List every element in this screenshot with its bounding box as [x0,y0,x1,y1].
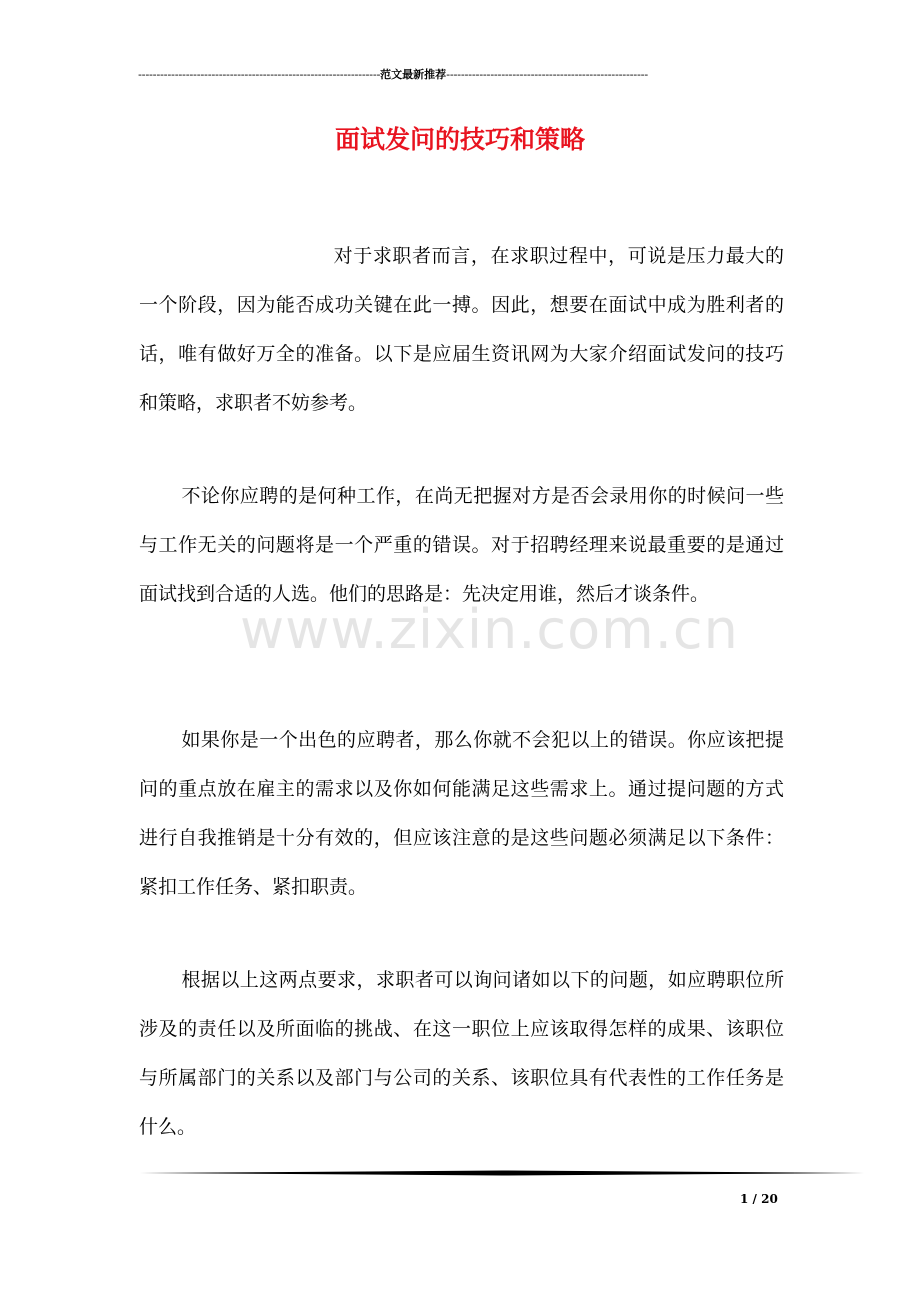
page-number: 1 / 20 [740,1192,778,1206]
paragraph-1 [139,232,784,428]
footer-rule [140,1170,864,1176]
page-header [138,68,768,82]
watermark: www.zixin.com.cn [240,598,739,661]
paragraph-2 [139,472,784,619]
paragraph-4 [139,956,784,1152]
header-dashes-right: ------------------------------------------------------- [446,68,648,81]
document-title: 面试发问的技巧和策略 [334,125,585,154]
paragraph-2-text: 不论你应聘的是何种工作，在尚无把握对方是否会录用你的时候问一些与工作无关的问题将是一个严重的错误。对于招聘经理来说最重要的是通过面试找到合适的人选。他们的思路是：先决定用谁，然后才谈条件。 [139,485,784,605]
paragraph-4-text: 根据以上这两点要求，求职者可以询问诸如以下的问题，如应聘职位所涉及的责任以及所面临的挑战、在这一职位上应该取得怎样的成果、该职位与所属部门的关系以及部门与公司的关系、该职位具有代表性的工作任务是什么。 [139,969,784,1138]
header-dashes-left: ------------------------------------------------------------------ [138,68,381,81]
header-label: 范文最新推荐 [380,68,447,81]
paragraph-3-text: 如果你是一个出色的应聘者，那么你就不会犯以上的错误。你应该把提问的重点放在雇主的需求以及你如何能满足这些需求上。通过提问题的方式进行自我推销是十分有效的，但应该注意的是这些问题必须满足以下条件：紧扣工作任务、紧扣职责。 [139,729,784,898]
paragraph-1-text: 对于求职者而言，在求职过程中，可说是压力最大的一个阶段，因为能否成功关键在此一搏。因此，想要在面试中成为胜利者的话，唯有做好万全的准备。以下是应届生资讯网为大家介绍面试发问的技巧和策略，求职者不妨参考。 [139,245,784,414]
paragraph-3 [139,716,784,912]
